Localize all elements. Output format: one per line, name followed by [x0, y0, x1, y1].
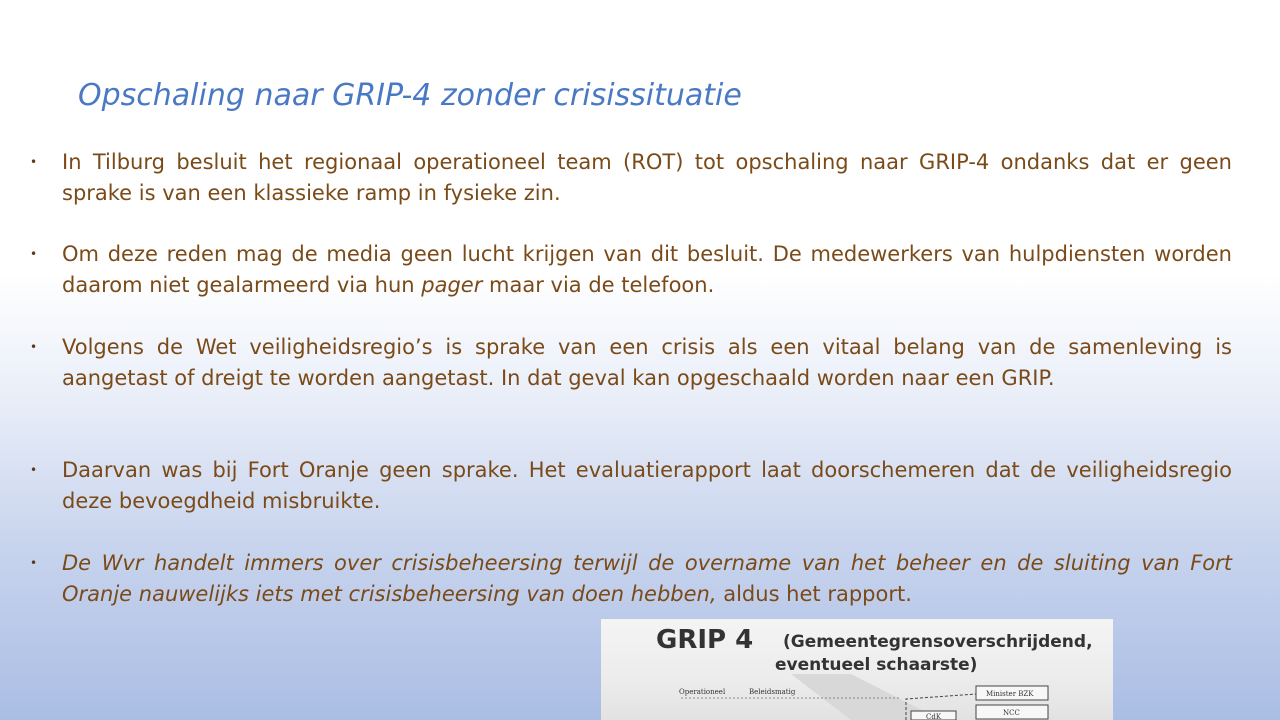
- bullet-text-italic: pager: [421, 272, 483, 297]
- label-cdk: CdK: [926, 713, 942, 720]
- label-policy: Beleidsmatig: [749, 688, 796, 696]
- grip-subtitle-line1: (Gemeentegrensoverschrijdend,: [783, 632, 1093, 652]
- label-minister: Minister BZK: [986, 690, 1034, 698]
- grip-subtitle-line2: eventueel schaarste): [775, 655, 978, 675]
- bullet-dot: •: [30, 340, 38, 354]
- bullet-text-italic: De Wvr handelt immers over crisisbeheersing terwijl de overname van het beheer en de sluiting van Fort Oranje nauwelijks iets met crisisbeheersing van doen hebben,: [62, 551, 1232, 606]
- bullet-dot: •: [30, 463, 38, 477]
- bullet-text-part: maar via de telefoon.: [482, 272, 715, 297]
- bullet-dot: •: [30, 155, 38, 169]
- page-title: Opschaling naar GRIP-4 zonder crisissituatie: [78, 78, 742, 113]
- bullet-dot: •: [30, 556, 38, 570]
- label-ncc: NCC: [1003, 709, 1020, 717]
- bullet-text: [62, 239, 1232, 300]
- bullet-text-part: Om deze reden mag de media geen lucht krijgen van dit besluit. De medewerkers van hulpdiensten worden daarom niet gealarmeerd via hun: [62, 242, 1232, 297]
- bullet-dot: •: [30, 247, 38, 261]
- bullet-text: [62, 548, 1232, 609]
- label-operational: Operationeel: [679, 688, 726, 696]
- grip-title: GRIP 4: [656, 625, 754, 655]
- bullet-text-part: aldus het rapport.: [716, 581, 912, 606]
- bullet-text: In Tilburg besluit het regionaal operationeel team (ROT) tot opschaling naar GRIP-4 ondanks dat er geen sprake is van een klassieke ramp in fysieke zin.: [62, 150, 1232, 205]
- grip-4-diagram-image: [601, 619, 1113, 720]
- bullet-text: Volgens de Wet veiligheidsregio’s is sprake van een crisis als een vitaal belang van de samenleving is aangetast of dreigt te worden aangetast. In dat geval kan opgeschaald worden naar een GRIP.: [62, 335, 1232, 390]
- bullet-text: Daarvan was bij Fort Oranje geen sprake. Het evaluatierapport laat doorschemeren dat de veiligheidsregio deze bevoegdheid misbruikte.: [62, 458, 1232, 513]
